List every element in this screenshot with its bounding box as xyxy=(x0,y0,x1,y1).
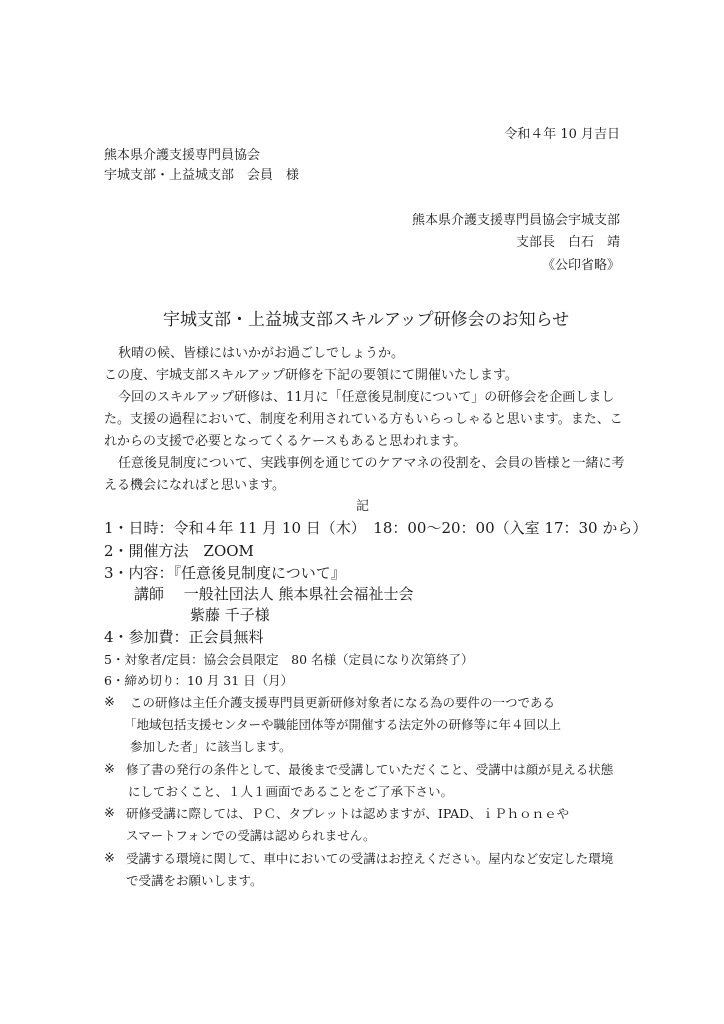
item-deadline: 6・締め切り：10 月 31 日（月） xyxy=(104,673,294,688)
item-target: 5・対象者/定員：協会会員限定 80 名様（定員になり次第終了） xyxy=(104,652,474,667)
issue-date: 令和４年 10 月吉日 xyxy=(504,127,620,142)
item-datetime: 1・日時：令和４年 11 月 10 日（木） 18：00～20：00（入室 17：30 から） xyxy=(104,519,648,537)
recipient-members: 宇城支部・上益城支部 会員 様 xyxy=(104,168,300,183)
item-content: 3・内容：『任意後見制度について』 xyxy=(104,564,346,582)
note-mark: ※ xyxy=(104,695,115,710)
seal-omitted: 《公印省略》 xyxy=(541,258,620,273)
note-line: 研修受講に際しては、ＰＣ、タブレットは認めますが、IPAD、ｉＰｈｏｎｅや xyxy=(126,806,570,821)
body-line: 任意後見制度について、実践事例を通じてのケアマネの役割を、会員の皆様と一緒に考 xyxy=(118,456,625,471)
document-title: 宇城支部・上益城支部スキルアップ研修会のお知らせ xyxy=(163,310,570,330)
note-line: 修了書の発行の条件として、最後まで受講していただくこと、受講中は顔が見える状態 xyxy=(126,762,614,777)
item-lecturer-name: 紫藤 千子様 xyxy=(190,606,270,624)
sender-name: 支部長 白石 靖 xyxy=(515,235,620,250)
body-line: た。支援の過程において、制度を利用されている方もいらっしゃると思います。また、こ xyxy=(104,412,623,427)
ki-heading: 記 xyxy=(356,499,370,514)
note-line: この研修は主任介護支援専門員更新研修対象者になる為の要件の一つである xyxy=(130,695,556,710)
item-lecturer-org: 講師 一般社団法人 熊本県社会福祉士会 xyxy=(134,585,414,603)
note-line: で受講をお願いします。 xyxy=(126,873,263,888)
note-line: 「地域包括支援センターや職能団体等が開催する法定外の研修等に年４回以上 xyxy=(124,717,562,732)
body-line: れからの支援で必要となってくるケースもあると思われます。 xyxy=(104,434,467,449)
sender-org: 熊本県介護支援専門員協会宇城支部 xyxy=(411,213,620,228)
item-method: 2・開催方法 ZOOM xyxy=(104,542,254,560)
body-greeting: 秋晴の候、皆様にはいかがお過ごしでしょうか。 xyxy=(118,346,405,361)
note-line: 参加した者」に該当します。 xyxy=(130,739,292,754)
body-line: この度、宇城支部スキルアップ研修を下記の要領にて開催いたします。 xyxy=(104,368,518,383)
note-mark: ※ xyxy=(104,762,115,777)
body-line: える機会になればと思います。 xyxy=(104,478,285,493)
note-line: 受講する環境に関して、車中においての受講はお控えください。屋内など安定した環境 xyxy=(126,851,614,866)
body-line: 今回のスキルアップ研修は、11月に「任意後見制度について」の研修会を企画しまし xyxy=(118,390,615,405)
note-mark: ※ xyxy=(104,806,115,821)
recipient-org: 熊本県介護支援専門員協会 xyxy=(104,148,261,163)
item-fee: 4・参加費：正会員無料 xyxy=(104,628,264,646)
note-line: スマートフォンでの受講は認められません。 xyxy=(126,828,376,843)
note-mark: ※ xyxy=(104,851,115,866)
note-line: にしておくこと、１人１画面であることをご了承下さい。 xyxy=(128,784,454,799)
